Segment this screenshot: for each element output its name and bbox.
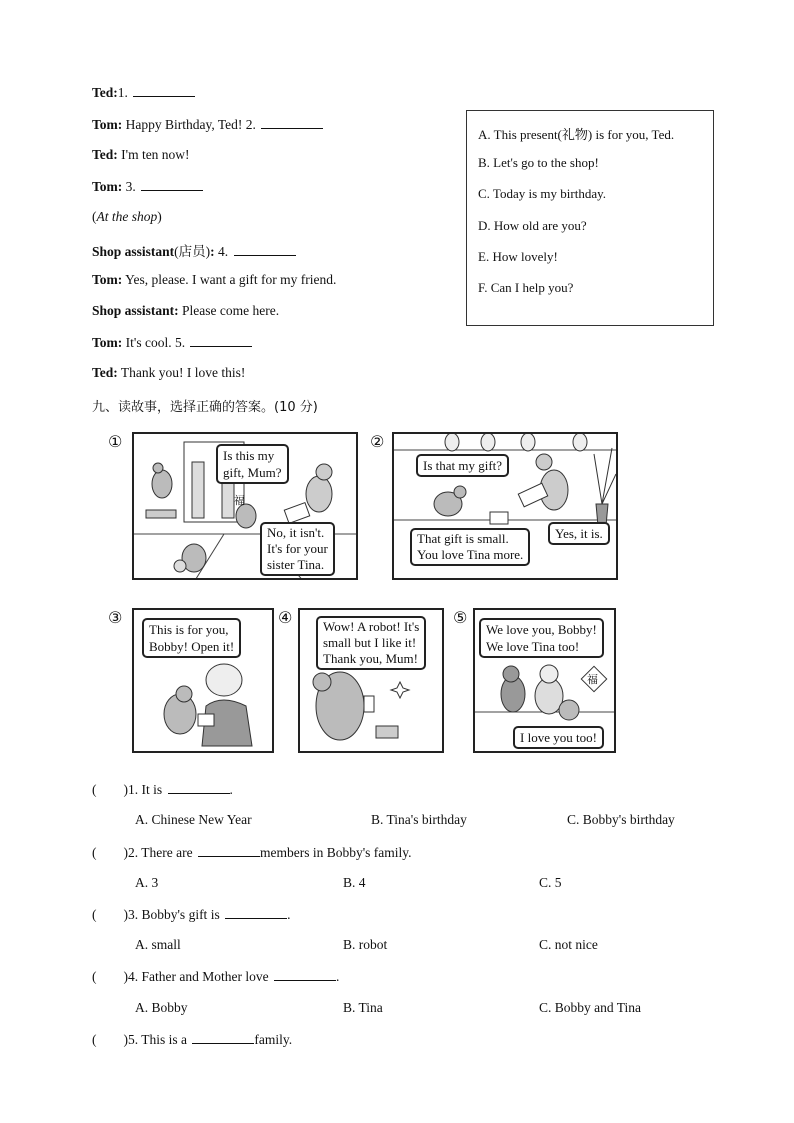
speech-bubble: Is this my gift, Mum? [216,444,289,484]
dialogue-line-7: Shop assistant: Please come here. [92,303,280,318]
speech-bubble: Yes, it is. [548,522,610,545]
dialogue-line-6: Tom: Yes, please. I want a gift for my friend. [92,272,337,287]
answer-blank[interactable] [274,968,336,981]
answer-blank[interactable] [225,906,287,919]
panel-number-1: ① [108,432,123,451]
options-box [466,110,714,326]
choice-2a[interactable]: A. 3 [135,875,159,890]
choice-3b[interactable]: B. robot [343,937,388,952]
option-a: A. This present(礼物) is for you, Ted. [478,127,675,142]
comic-panel-1 [132,432,358,580]
speech-bubble: No, it isn't. It's for your sister Tina. [260,522,335,576]
speech-bubble: I love you too! [513,726,604,749]
answer-blank[interactable] [234,243,296,256]
section-title: 九、读故事，选择正确的答案。(10 分) [92,400,318,415]
choice-4b[interactable]: B. Tina [343,1000,383,1015]
choice-1b[interactable]: B. Tina's birthday [371,812,467,827]
fu-sign: 福 [234,495,245,507]
question-4: ( )4. Father and Mother love . [92,969,340,984]
option-d: D. How old are you? [478,218,587,233]
speech-bubble: Wow! A robot! It's small but I like it! Thank you, Mum! [316,616,426,670]
answer-blank[interactable] [261,116,323,129]
comic-panel-4 [298,608,444,753]
choice-4a[interactable]: A. Bobby [135,1000,188,1015]
option-c: C. Today is my birthday. [478,186,607,201]
question-2: ( )2. There are members in Bobby's family. [92,845,412,860]
dialogue-line-8: Tom: It's cool. 5. [92,334,252,351]
choice-4c[interactable]: C. Bobby and Tina [539,1000,642,1015]
answer-blank[interactable] [192,1031,254,1044]
answer-blank[interactable] [168,781,230,794]
dialogue-line-9: Ted: Thank you! I love this! [92,365,246,380]
panel-number-5: ⑤ [453,608,468,627]
option-b: B. Let's go to the shop! [478,155,599,170]
panel-number-4: ④ [278,608,293,627]
dialogue-line-5: Shop assistant(店员): 4. [92,240,296,260]
choice-2b[interactable]: B. 4 [343,875,366,890]
choice-3c[interactable]: C. not nice [539,937,598,952]
speech-bubble: Is that my gift? [416,454,509,477]
choice-3a[interactable]: A. small [135,937,181,952]
comic-panel-5 [473,608,616,753]
dialogue-line-1: Ted:1. [92,84,195,101]
option-f: F. Can I help you? [478,280,574,295]
comic-panel-2 [392,432,618,580]
fu-sign: 福 [587,674,598,686]
answer-blank[interactable] [198,844,260,857]
panel-number-3: ③ [108,608,123,627]
choice-2c[interactable]: C. 5 [539,875,562,890]
speech-bubble: That gift is small. You love Tina more. [410,528,530,566]
answer-blank[interactable] [133,84,195,97]
question-3: ( )3. Bobby's gift is . [92,907,291,922]
speech-bubble: This is for you, Bobby! Open it! [142,618,241,658]
answer-blank[interactable] [141,178,203,191]
answer-blank[interactable] [190,334,252,347]
question-1: ( )1. It is . [92,782,233,797]
panel-number-2: ② [370,432,385,451]
option-e: E. How lovely! [478,249,558,264]
comic-panel-3 [132,608,274,753]
dialogue-line-4: Tom: 3. [92,178,203,195]
choice-1c[interactable]: C. Bobby's birthday [567,812,675,827]
dialogue-line-3: Ted: I'm ten now! [92,147,190,162]
dialogue-line-2: Tom: Happy Birthday, Ted! 2. [92,116,323,133]
question-5: ( )5. This is a family. [92,1032,293,1047]
scene-note: (At the shop) [92,209,162,224]
choice-1a[interactable]: A. Chinese New Year [135,812,252,827]
speech-bubble: We love you, Bobby! We love Tina too! [479,618,604,658]
